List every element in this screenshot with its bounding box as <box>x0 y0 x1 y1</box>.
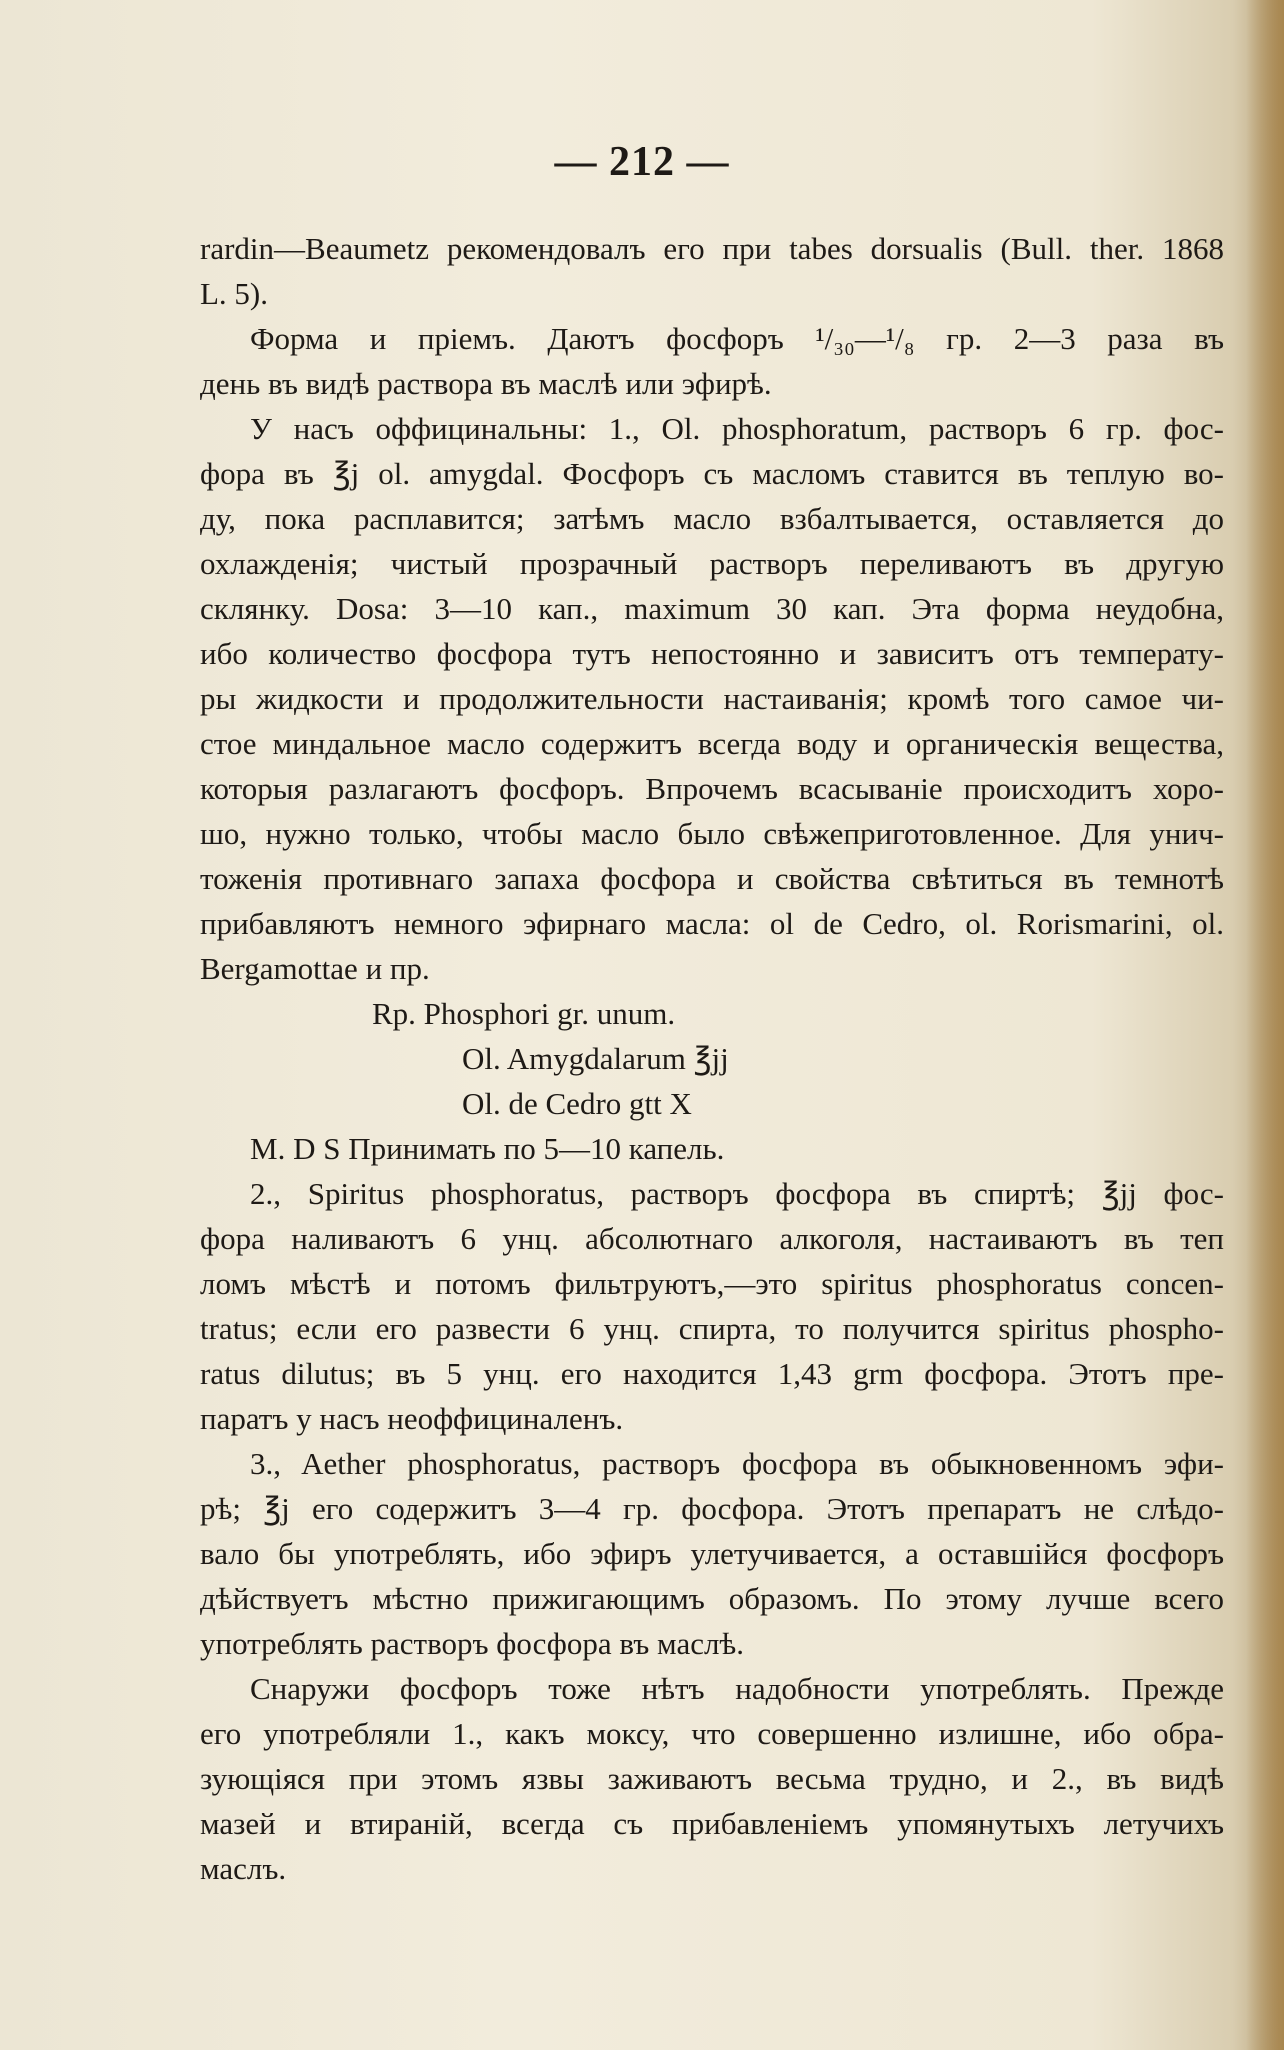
page-number: — 212 — <box>554 139 730 185</box>
recipe-line: Rp. Phosphori gr. unum. <box>372 996 676 1031</box>
text-line: его употребляли 1., какъ моксу, что совершенно излишне, ибо обра- <box>200 1716 1224 1751</box>
text-line: шо, нужно только, чтобы масло было свѣжеприготовленное. Для унич- <box>200 816 1224 851</box>
body-text <box>200 226 1224 1891</box>
text-line: охлажденія; чистый прозрачный растворъ переливаютъ въ другую <box>200 546 1224 581</box>
text-line: паратъ у насъ неоффициналенъ. <box>200 1401 624 1436</box>
text-line: tratus; если его развести 6 унц. спирта, то получится spiritus phospho- <box>200 1311 1224 1346</box>
text-line: L. 5). <box>200 276 269 311</box>
text-line: дѣйствуетъ мѣстно прижигающимъ образомъ. По этому лучше всего <box>200 1581 1224 1616</box>
text-line: 3., Aether phosphoratus, растворъ фосфора въ обыкновенномъ эфи- <box>250 1446 1224 1481</box>
text-line: прибавляютъ немного эфирнаго масла: ol de Cedro, ol. Rorismarini, ol. <box>200 906 1224 941</box>
text-line: мазей и втираній, всегда съ прибавленіемъ упомянутыхъ летучихъ <box>200 1806 1224 1841</box>
text-line: ры жидкости и продолжительности настаиванія; кромѣ того самое чи- <box>200 681 1224 716</box>
text-line: употреблять растворъ фосфора въ маслѣ. <box>200 1626 745 1661</box>
text-line: Bergamottae и пр. <box>200 951 430 986</box>
text-line: ду, пока расплавится; затѣмъ масло взбалтывается, оставляется до <box>200 501 1224 536</box>
text-line: тоженія противнаго запаха фосфора и свойства свѣтиться въ темнотѣ <box>200 861 1224 896</box>
text-line: rardin—Beaumetz рекомендовалъ его при tabes dorsualis (Bull. ther. 1868 <box>200 231 1224 266</box>
text-line: рѣ; ℥j его содержитъ 3—4 гр. фосфора. Этотъ препаратъ не слѣдо- <box>200 1491 1224 1526</box>
text-line: У насъ оффицинальны: 1., Ol. phosphoratum, растворъ 6 гр. фос- <box>250 411 1224 446</box>
recipe-line: Ol. de Cedro gtt X <box>462 1086 692 1121</box>
text-line: день въ видѣ раствора въ маслѣ или эфирѣ. <box>200 366 772 401</box>
text-line: которыя разлагаютъ фосфоръ. Впрочемъ всасываніе происходитъ хоро- <box>200 771 1224 806</box>
text-line: вало бы употреблять, ибо эфиръ улетучивается, а оставшійся фосфоръ <box>200 1536 1224 1571</box>
text-line: ибо количество фосфора тутъ непостоянно и зависитъ отъ температу- <box>200 636 1224 671</box>
text-line: ломъ мѣстѣ и потомъ фильтруютъ,—это spiritus phosphoratus concen- <box>200 1266 1224 1301</box>
text-line: стое миндальное масло содержитъ всегда воду и органическія вещества, <box>200 726 1224 761</box>
text-line: ratus dilutus; въ 5 унц. его находится 1,43 grm фосфора. Этотъ пре- <box>200 1356 1224 1391</box>
text-line: фора наливаютъ 6 унц. абсолютнаго алкоголя, настаиваютъ въ теп <box>200 1221 1224 1256</box>
text-line: Снаружи фосфоръ тоже нѣтъ надобности употреблять. Прежде <box>250 1671 1224 1706</box>
recipe-signature-line: M. D S Принимать по 5—10 капель. <box>250 1131 725 1166</box>
text-line: 2., Spiritus phosphoratus, растворъ фосфора въ спиртѣ; ℥jj фос- <box>250 1176 1224 1211</box>
text-line: фора въ ℥j ol. amygdal. Фосфоръ съ масломъ ставится въ теплую во- <box>200 456 1224 491</box>
text-line: склянку. Dosa: 3—10 кап., maximum 30 кап. Эта форма неудобна, <box>200 591 1224 626</box>
page-edge-shadow <box>1246 0 1284 2050</box>
text-line: Форма и пріемъ. Даютъ фосфоръ ¹/₃₀—¹/₈ гр. 2—3 раза въ <box>250 321 1224 356</box>
text-line: маслъ. <box>200 1851 287 1886</box>
text-line: зующіяся при этомъ язвы заживаютъ весьма трудно, и 2., въ видѣ <box>200 1761 1224 1796</box>
recipe-line: Ol. Amygdalarum ℥jj <box>462 1041 729 1076</box>
